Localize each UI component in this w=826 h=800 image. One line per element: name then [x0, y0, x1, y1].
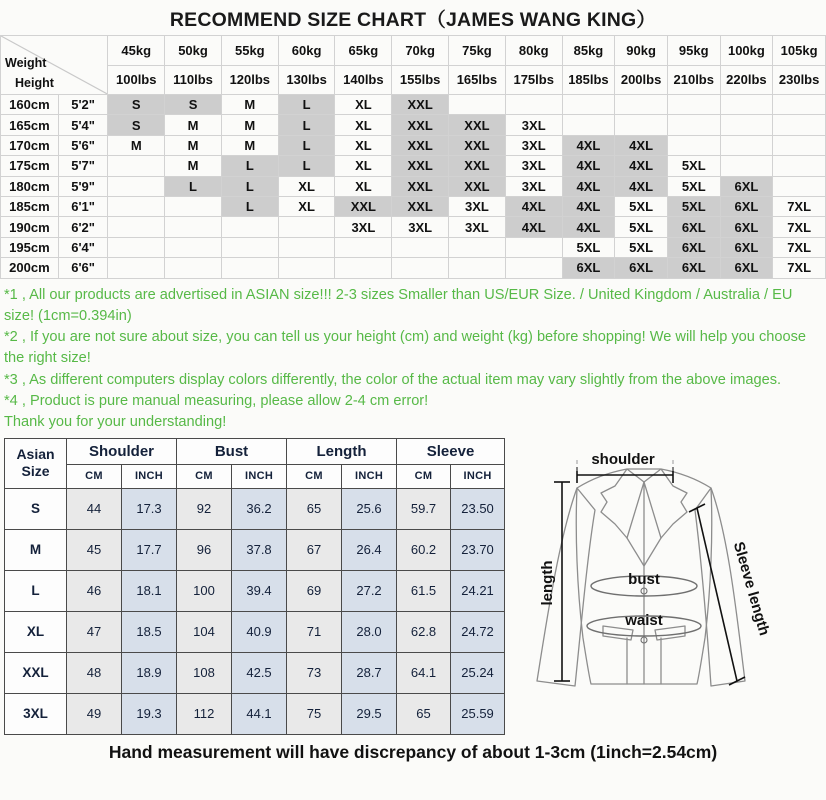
matrix-size-cell — [221, 258, 278, 278]
matrix-size-cell: 5XL — [615, 237, 668, 257]
matrix-size-cell — [720, 156, 773, 176]
matrix-size-cell: 6XL — [720, 237, 773, 257]
matrix-size-cell: XXL — [449, 115, 506, 135]
note-line: *1 , All our products are advertised in ASIAN size!!! 2-3 sizes Smaller than US/EUR Size. / United Kingdom / Australia / EU size! (1cm=0.394in) — [4, 286, 793, 324]
measurement-cm-cell: 49 — [67, 693, 122, 734]
measurement-cm-cell: 96 — [177, 529, 232, 570]
matrix-size-cell — [505, 237, 562, 257]
measurement-size-label: XL — [5, 611, 67, 652]
matrix-size-cell — [505, 258, 562, 278]
matrix-weight-kg-header: 45kg — [108, 36, 165, 66]
matrix-size-cell: 3XL — [449, 217, 506, 237]
measurement-table — [4, 438, 505, 735]
matrix-height-label: Height — [15, 76, 54, 90]
asian-size-header — [5, 438, 67, 488]
measurement-cm-cell: 62.8 — [397, 611, 451, 652]
matrix-size-cell: XL — [335, 95, 392, 115]
matrix-height-inch: 5'9" — [58, 176, 108, 196]
page-title: RECOMMEND SIZE CHART（JAMES WANG KING） — [0, 0, 826, 35]
matrix-height-inch: 5'4" — [58, 115, 108, 135]
measurement-inch-cell: 37.8 — [232, 529, 287, 570]
matrix-size-cell: 7XL — [773, 217, 826, 237]
matrix-row — [1, 135, 826, 155]
matrix-size-cell: 6XL — [562, 258, 615, 278]
measurement-inch-cell: 24.72 — [451, 611, 505, 652]
matrix-height-inch: 5'6" — [58, 135, 108, 155]
matrix-row — [1, 176, 826, 196]
measurement-row — [5, 488, 505, 529]
matrix-weight-kg-header: 100kg — [720, 36, 773, 66]
measurement-group-header: Sleeve — [397, 438, 505, 464]
matrix-corner-cell — [1, 36, 108, 95]
matrix-size-cell — [449, 95, 506, 115]
matrix-size-cell — [773, 115, 826, 135]
matrix-size-cell — [449, 237, 506, 257]
matrix-size-cell — [720, 115, 773, 135]
matrix-size-cell: 4XL — [562, 217, 615, 237]
matrix-size-cell: 3XL — [449, 196, 506, 216]
matrix-size-cell: XL — [335, 176, 392, 196]
measurement-inch-cell: 40.9 — [232, 611, 287, 652]
note-line: *2 , If you are not sure about size, you can tell us your height (cm) and weight (kg) before shopping! We will help you choose the right size! — [4, 329, 807, 367]
matrix-weight-lbs-header: 200lbs — [615, 65, 668, 95]
matrix-height-cm: 160cm — [1, 95, 59, 115]
matrix-size-cell: 4XL — [562, 176, 615, 196]
matrix-size-cell: 3XL — [505, 115, 562, 135]
matrix-size-cell — [278, 217, 335, 237]
matrix-size-cell: 5XL — [615, 196, 668, 216]
matrix-size-cell: 4XL — [615, 135, 668, 155]
matrix-weight-kg-header: 95kg — [667, 36, 720, 66]
matrix-height-cm: 165cm — [1, 115, 59, 135]
matrix-size-cell: 6XL — [720, 258, 773, 278]
measurement-cm-cell: 108 — [177, 652, 232, 693]
matrix-size-cell: XL — [335, 115, 392, 135]
note-line: *4 , Product is pure manual measuring, please allow 2-4 cm error! — [4, 393, 429, 409]
sleeve-length-label: Sleeve length — [729, 539, 773, 638]
measurement-unit-header: CM — [287, 464, 342, 488]
matrix-size-cell: XXL — [449, 135, 506, 155]
matrix-size-cell: L — [278, 115, 335, 135]
matrix-size-cell: 7XL — [773, 258, 826, 278]
matrix-size-cell — [667, 115, 720, 135]
matrix-size-cell: L — [221, 156, 278, 176]
matrix-row — [1, 217, 826, 237]
matrix-weight-lbs-header: 130lbs — [278, 65, 335, 95]
matrix-size-cell: XXL — [449, 176, 506, 196]
matrix-size-cell — [335, 258, 392, 278]
measurement-group-header: Bust — [177, 438, 287, 464]
matrix-size-cell: 6XL — [720, 196, 773, 216]
matrix-size-cell — [615, 115, 668, 135]
measurement-inch-cell: 19.3 — [122, 693, 177, 734]
matrix-size-cell: XL — [278, 176, 335, 196]
measurement-row — [5, 570, 505, 611]
shoulder-label: shoulder — [591, 450, 655, 468]
matrix-weight-lbs-header: 210lbs — [667, 65, 720, 95]
matrix-size-cell: M — [221, 115, 278, 135]
matrix-size-cell — [773, 176, 826, 196]
matrix-size-cell: L — [278, 95, 335, 115]
matrix-size-cell: XXL — [392, 156, 449, 176]
matrix-size-cell: 4XL — [562, 196, 615, 216]
matrix-size-cell: M — [221, 135, 278, 155]
matrix-size-cell: 4XL — [562, 135, 615, 155]
matrix-size-cell: S — [108, 95, 165, 115]
measurement-size-label: S — [5, 488, 67, 529]
measurement-cm-cell: 48 — [67, 652, 122, 693]
matrix-size-cell: L — [278, 156, 335, 176]
matrix-size-cell — [562, 95, 615, 115]
matrix-size-cell: XXL — [392, 196, 449, 216]
matrix-size-cell — [449, 258, 506, 278]
matrix-weight-label: Weight — [5, 55, 47, 70]
waist-label: waist — [625, 611, 663, 629]
matrix-height-cm: 195cm — [1, 237, 59, 257]
measurement-cm-cell: 60.2 — [397, 529, 451, 570]
matrix-size-cell: 5XL — [667, 196, 720, 216]
matrix-size-cell — [108, 176, 165, 196]
matrix-size-cell — [335, 237, 392, 257]
matrix-size-cell — [505, 95, 562, 115]
measurement-inch-cell: 18.5 — [122, 611, 177, 652]
measurement-size-label: L — [5, 570, 67, 611]
matrix-size-cell — [720, 95, 773, 115]
matrix-size-cell: 3XL — [335, 217, 392, 237]
matrix-size-cell: XXL — [449, 156, 506, 176]
matrix-weight-lbs-header: 230lbs — [773, 65, 826, 95]
matrix-size-cell: M — [165, 156, 222, 176]
measurement-cm-cell: 44 — [67, 488, 122, 529]
matrix-size-cell — [278, 237, 335, 257]
matrix-height-cm: 185cm — [1, 196, 59, 216]
size-recommendation-matrix — [0, 35, 826, 279]
matrix-size-cell: M — [108, 135, 165, 155]
matrix-header-kg-row — [1, 36, 826, 66]
matrix-weight-kg-header: 75kg — [449, 36, 506, 66]
matrix-size-cell — [773, 156, 826, 176]
matrix-size-cell: 4XL — [562, 156, 615, 176]
measurement-cm-cell: 104 — [177, 611, 232, 652]
matrix-size-cell: S — [108, 115, 165, 135]
measurement-head — [5, 438, 505, 488]
measurement-inch-cell: 29.5 — [342, 693, 397, 734]
matrix-size-cell — [667, 95, 720, 115]
matrix-size-cell — [667, 135, 720, 155]
matrix-size-cell: XXL — [392, 95, 449, 115]
measurement-inch-cell: 17.7 — [122, 529, 177, 570]
measurement-group-header: Shoulder — [67, 438, 177, 464]
matrix-header-lbs-row — [1, 65, 826, 95]
matrix-size-cell — [720, 135, 773, 155]
measurement-body — [5, 488, 505, 734]
matrix-weight-lbs-header: 100lbs — [108, 65, 165, 95]
matrix-size-cell: 6XL — [667, 258, 720, 278]
measurement-cm-cell: 65 — [287, 488, 342, 529]
matrix-size-cell: XL — [278, 196, 335, 216]
matrix-size-cell — [562, 115, 615, 135]
measurement-inch-cell: 18.9 — [122, 652, 177, 693]
matrix-size-cell: 6XL — [615, 258, 668, 278]
matrix-size-cell: XL — [335, 156, 392, 176]
matrix-size-cell: 4XL — [505, 196, 562, 216]
matrix-size-cell — [165, 237, 222, 257]
measurement-cm-cell: 71 — [287, 611, 342, 652]
matrix-size-cell: L — [221, 176, 278, 196]
measurement-cm-cell: 75 — [287, 693, 342, 734]
matrix-size-cell: S — [165, 95, 222, 115]
measurement-unit-header: INCH — [122, 464, 177, 488]
matrix-weight-kg-header: 105kg — [773, 36, 826, 66]
matrix-size-cell — [221, 237, 278, 257]
matrix-size-cell: 4XL — [615, 156, 668, 176]
length-label: length — [539, 560, 557, 606]
matrix-height-cm: 170cm — [1, 135, 59, 155]
matrix-height-inch: 5'7" — [58, 156, 108, 176]
measurement-group-row — [5, 438, 505, 464]
measurement-cm-cell: 100 — [177, 570, 232, 611]
matrix-weight-lbs-header: 175lbs — [505, 65, 562, 95]
matrix-weight-lbs-header: 165lbs — [449, 65, 506, 95]
measurement-inch-cell: 28.0 — [342, 611, 397, 652]
measurement-cm-cell: 112 — [177, 693, 232, 734]
matrix-size-cell: 7XL — [773, 237, 826, 257]
measurement-size-label: 3XL — [5, 693, 67, 734]
measurement-row — [5, 529, 505, 570]
matrix-size-cell: XXL — [392, 115, 449, 135]
measurement-inch-cell: 23.50 — [451, 488, 505, 529]
matrix-size-cell — [221, 217, 278, 237]
matrix-size-cell: XXL — [335, 196, 392, 216]
measurement-inch-cell: 18.1 — [122, 570, 177, 611]
matrix-size-cell — [108, 196, 165, 216]
matrix-size-cell — [108, 258, 165, 278]
matrix-size-cell — [392, 237, 449, 257]
matrix-body — [1, 95, 826, 279]
matrix-size-cell — [108, 217, 165, 237]
measurement-inch-cell: 25.59 — [451, 693, 505, 734]
matrix-height-inch: 5'2" — [58, 95, 108, 115]
measurement-cm-cell: 61.5 — [397, 570, 451, 611]
matrix-size-cell: 6XL — [720, 176, 773, 196]
matrix-weight-kg-header: 55kg — [221, 36, 278, 66]
matrix-size-cell: 6XL — [667, 217, 720, 237]
measurement-cm-cell: 92 — [177, 488, 232, 529]
matrix-size-cell — [108, 156, 165, 176]
matrix-size-cell — [773, 95, 826, 115]
matrix-size-cell — [773, 135, 826, 155]
matrix-weight-kg-header: 90kg — [615, 36, 668, 66]
measurement-unit-header: INCH — [451, 464, 505, 488]
matrix-height-cm: 175cm — [1, 156, 59, 176]
matrix-size-cell: 5XL — [562, 237, 615, 257]
matrix-weight-lbs-header: 185lbs — [562, 65, 615, 95]
matrix-height-inch: 6'1" — [58, 196, 108, 216]
matrix-weight-lbs-header: 140lbs — [335, 65, 392, 95]
measurement-inch-cell: 44.1 — [232, 693, 287, 734]
measurement-inch-cell: 36.2 — [232, 488, 287, 529]
matrix-size-cell — [165, 196, 222, 216]
matrix-size-cell: M — [221, 95, 278, 115]
measurement-inch-cell: 17.3 — [122, 488, 177, 529]
matrix-weight-kg-header: 50kg — [165, 36, 222, 66]
matrix-weight-lbs-header: 110lbs — [165, 65, 222, 95]
measurement-size-label: M — [5, 529, 67, 570]
matrix-size-cell: 7XL — [773, 196, 826, 216]
measurement-cm-cell: 45 — [67, 529, 122, 570]
matrix-size-cell: 4XL — [505, 217, 562, 237]
matrix-size-cell: 6XL — [720, 217, 773, 237]
matrix-size-cell — [615, 95, 668, 115]
footer-note: Hand measurement will have discrepancy of about 1-3cm (1inch=2.54cm) — [0, 735, 826, 763]
measurement-unit-header: CM — [177, 464, 232, 488]
garment-diagram — [515, 438, 815, 710]
measurement-inch-cell: 27.2 — [342, 570, 397, 611]
asian-size-line2: Size — [21, 463, 50, 480]
matrix-size-cell: 5XL — [615, 217, 668, 237]
matrix-weight-lbs-header: 155lbs — [392, 65, 449, 95]
matrix-size-cell: 5XL — [667, 176, 720, 196]
matrix-height-inch: 6'4" — [58, 237, 108, 257]
matrix-size-cell: 3XL — [392, 217, 449, 237]
matrix-size-cell — [278, 258, 335, 278]
matrix-size-cell: XL — [335, 135, 392, 155]
matrix-weight-lbs-header: 120lbs — [221, 65, 278, 95]
matrix-size-cell: XXL — [392, 176, 449, 196]
measurement-row — [5, 611, 505, 652]
matrix-height-inch: 6'6" — [58, 258, 108, 278]
matrix-height-cm: 180cm — [1, 176, 59, 196]
measurement-inch-cell: 23.70 — [451, 529, 505, 570]
measurement-cm-cell: 73 — [287, 652, 342, 693]
matrix-size-cell — [108, 237, 165, 257]
measurement-inch-cell: 28.7 — [342, 652, 397, 693]
measurement-size-label: XXL — [5, 652, 67, 693]
bust-label: bust — [628, 570, 660, 588]
matrix-size-cell: L — [278, 135, 335, 155]
matrix-weight-kg-header: 70kg — [392, 36, 449, 66]
matrix-row — [1, 258, 826, 278]
blazer-illustration-icon — [515, 438, 815, 710]
matrix-size-cell — [165, 217, 222, 237]
measurement-inch-cell: 26.4 — [342, 529, 397, 570]
note-line: Thank you for your understanding! — [4, 414, 227, 431]
matrix-size-cell: M — [165, 115, 222, 135]
measurement-cm-cell: 67 — [287, 529, 342, 570]
matrix-size-cell: L — [221, 196, 278, 216]
matrix-size-cell: 3XL — [505, 135, 562, 155]
matrix-size-cell — [392, 258, 449, 278]
measurement-unit-header: INCH — [342, 464, 397, 488]
measurement-cm-cell: 65 — [397, 693, 451, 734]
measurement-cm-cell: 59.7 — [397, 488, 451, 529]
measurement-unit-row — [5, 464, 505, 488]
measurement-cm-cell: 64.1 — [397, 652, 451, 693]
matrix-size-cell — [165, 258, 222, 278]
matrix-size-cell: XXL — [392, 135, 449, 155]
measurement-cm-cell: 69 — [287, 570, 342, 611]
matrix-size-cell: 3XL — [505, 176, 562, 196]
measurement-inch-cell: 25.24 — [451, 652, 505, 693]
measurement-unit-header: CM — [67, 464, 122, 488]
notes-block — [0, 279, 826, 438]
measurement-inch-cell: 25.6 — [342, 488, 397, 529]
matrix-size-cell: L — [165, 176, 222, 196]
measurement-row — [5, 693, 505, 734]
measurement-cm-cell: 47 — [67, 611, 122, 652]
asian-size-line1: Asian — [16, 446, 55, 463]
matrix-row — [1, 115, 826, 135]
matrix-height-cm: 200cm — [1, 258, 59, 278]
matrix-size-cell: 3XL — [505, 156, 562, 176]
matrix-weight-lbs-header: 220lbs — [720, 65, 773, 95]
matrix-weight-kg-header: 80kg — [505, 36, 562, 66]
matrix-row — [1, 237, 826, 257]
note-line: *3 , As different computers display colors differently, the color of the actual item may vary slightly from the above images. — [4, 371, 782, 388]
matrix-weight-kg-header: 60kg — [278, 36, 335, 66]
measurement-inch-cell: 39.4 — [232, 570, 287, 611]
matrix-row — [1, 156, 826, 176]
matrix-size-cell: 4XL — [615, 176, 668, 196]
measurement-unit-header: CM — [397, 464, 451, 488]
matrix-weight-kg-header: 65kg — [335, 36, 392, 66]
matrix-size-cell: M — [165, 135, 222, 155]
lower-section — [0, 438, 826, 735]
measurement-group-header: Length — [287, 438, 397, 464]
measurement-inch-cell: 42.5 — [232, 652, 287, 693]
measurement-cm-cell: 46 — [67, 570, 122, 611]
matrix-row — [1, 95, 826, 115]
measurement-inch-cell: 24.21 — [451, 570, 505, 611]
measurement-unit-header: INCH — [232, 464, 287, 488]
matrix-height-inch: 6'2" — [58, 217, 108, 237]
matrix-row — [1, 196, 826, 216]
matrix-size-cell: 5XL — [667, 156, 720, 176]
matrix-height-cm: 190cm — [1, 217, 59, 237]
matrix-weight-kg-header: 85kg — [562, 36, 615, 66]
measurement-row — [5, 652, 505, 693]
matrix-size-cell: 6XL — [667, 237, 720, 257]
